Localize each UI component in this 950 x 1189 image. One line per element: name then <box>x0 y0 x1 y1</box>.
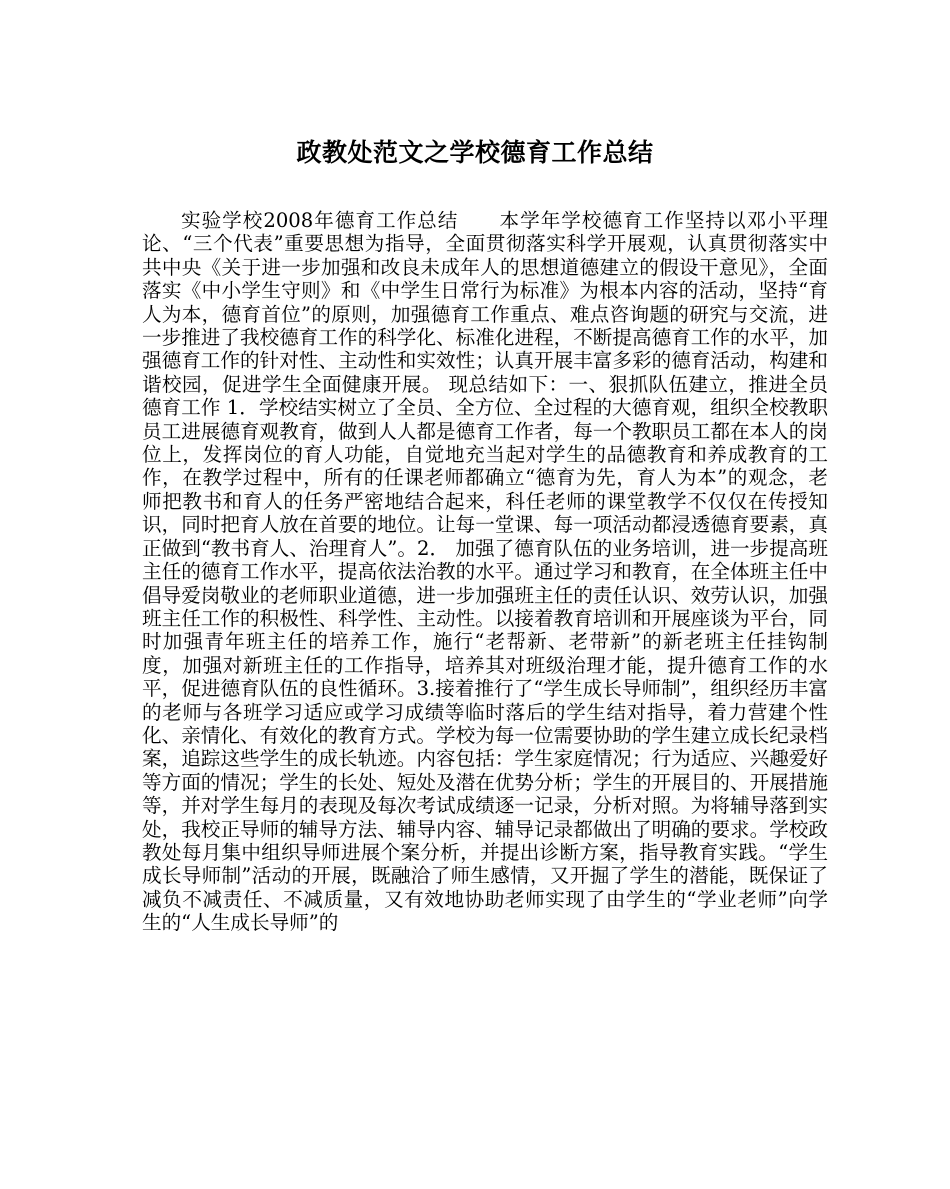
document-body-paragraph: 实验学校2008年德育工作总结 本学年学校德育工作坚持以邓小平理论、“三个代表”重要思想为指导，全面贯彻落实科学开展观，认真贯彻落实中共中央《关于进一步加强和改良未成年人的思想道德建立的假设干意见》，全面落实《中小学生守则》和《中学生日常行为标准》为根本内容的活动，坚持“育人为本，德育首位”的原则，加强德育工作重点、难点咨询题的研究与交流，进一步推进了我校德育工作的科学化、标准化进程，不断提高德育工作的水平，加强德育工作的针对性、主动性和实效性；认真开展丰富多彩的德育活动，构建和谐校园，促进学生全面健康开展。 现总结如下：一、狠抓队伍建立，推进全员德育工作 1．学校结实树立了全员、全方位、全过程的大德育观，组织全校教职员工进展德育观教育，做到人人都是德育工作者，每一个教职员工都在本人的岗位上，发挥岗位的育人功能，自觉地充当起对学生的品德教育和养成教育的工作，在教学过程中，所有的任课老师都确立“德育为先，育人为本”的观念，老师把教书和育人的任务严密地结合起来，科任老师的课堂教学不仅仅在传授知识，同时把育人放在首要的地位。让每一堂课、每一项活动都浸透德育要素，真正做到“教书育人、治理育人”。2． 加强了德育队伍的业务培训，进一步提高班主任的德育工作水平，提高依法治教的水平。通过学习和教育，在全体班主任中倡导爱岗敬业的老师职业道德，进一步加强班主任的责任认识、效劳认识，加强班主任工作的积极性、科学性、主动性。以接着教育培训和开展座谈为平台，同时加强青年班主任的培养工作，施行“老帮新、老带新”的新老班主任挂钩制度，加强对新班主任的工作指导，培养其对班级治理才能，提升德育工作的水平，促进德育队伍的良性循环。3.接着推行了“学生成长导师制”，组织经历丰富的老师与各班学习适应或学习成绩等临时落后的学生结对指导，着力营建个性化、亲情化、有效化的教育方式。学校为每一位需要协助的学生建立成长纪录档案，追踪这些学生的成长轨迹。内容包括：学生家庭情况；行为适应、兴趣爱好等方面的情况；学生的长处、短处及潜在优势分析；学生的开展目的、开展措施等，并对学生每月的表现及每次考试成绩逐一记录，分析对照。为将辅导落到实处，我校正导师的辅导方法、辅导内容、辅导记录都做出了明确的要求。学校政教处每月集中组织导师进展个案分析，并提出诊断方案，指导教育实践。“学生成长导师制”活动的开展，既融洽了师生感情，又开掘了学生的潜能，既保证了减负不减责任、不减质量，又有效地协助老师实现了由学生的“学业老师”向学生的“人生成长导师”的 <box>142 209 828 935</box>
document-title: 政教处范文之学校德育工作总结 <box>296 138 654 167</box>
